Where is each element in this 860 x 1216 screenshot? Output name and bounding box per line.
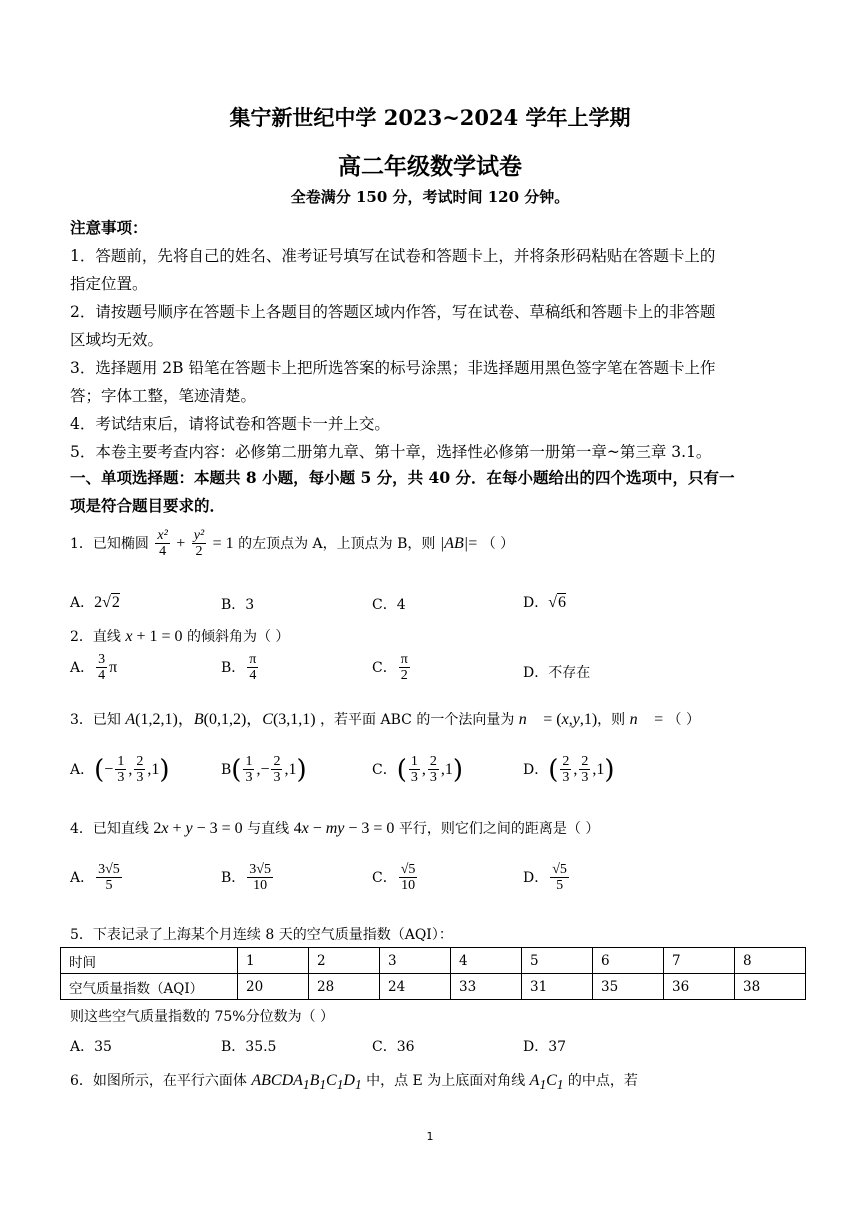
q2-suffix: 的倾斜角为（ ）	[186, 629, 290, 645]
q1-suffix: 的左顶点为 A，上顶点为 B，则	[238, 535, 436, 552]
table-cell: 5	[522, 948, 593, 974]
q3-option-d: D．( $\frac{2}{3}$ , $\frac{2}{3}$ ,1)	[523, 754, 615, 786]
q6-mid: 中，点 E 为上底面对角线	[366, 1073, 526, 1089]
q5-option-b: B．35.5	[221, 1039, 277, 1055]
q5-question: 则这些空气质量指数的 75%分位数为（ ）	[70, 1009, 335, 1025]
q2-prefix: 2．直线	[70, 629, 121, 645]
q4-option-d: D． $\frac{√5}{5}$	[523, 862, 567, 894]
table-cell: 38	[735, 974, 806, 1000]
table-cell: 31	[522, 974, 593, 1000]
q3-mid: ，若平面 ABC 的一个法向量为	[320, 712, 515, 728]
table-cell: 33	[451, 974, 522, 1000]
q6-suffix: 的中点，若	[567, 1073, 638, 1089]
q3-paren: （ ）	[667, 712, 700, 728]
q1-option-c: C．4	[372, 597, 406, 613]
table-cell: 2	[309, 948, 380, 974]
note-line: 1．答题前，先将自己的姓名、准考证号填写在试卷和答题卡上，并将条形码粘贴在答题卡上的	[70, 247, 716, 265]
table-cell: 24	[380, 974, 451, 1000]
q4-option-a: A． $\frac{3√5}{5}$	[70, 862, 120, 894]
table-cell: 36	[664, 974, 735, 1000]
question-2: 2．直线 x + 1 = 0 的倾斜角为（ ）	[70, 628, 290, 645]
table-cell: 6	[593, 948, 664, 974]
note-line: 区域均无效。	[70, 331, 164, 349]
aqi-table	[60, 947, 806, 1000]
q1-option-a: A．2√2	[70, 594, 120, 611]
q5-option-d: D．37	[523, 1039, 567, 1055]
note-line: 5．本卷主要考查内容：必修第二册第九章、第十章，选择性必修第一册第一章~第三章 3.1。	[70, 443, 712, 461]
q1-prefix: 1．已知椭圆	[70, 535, 149, 552]
q4-option-b: B． $\frac{3√5}{10}$	[221, 862, 271, 894]
table-cell: 4	[451, 948, 522, 974]
q4-suffix: 平行，则它们之间的距离是（ ）	[398, 821, 600, 837]
q1-paren: （ ）	[481, 535, 515, 552]
q3-option-b: B( $\frac{1}{3}$ ,− $\frac{2}{3}$ ,1)	[221, 754, 307, 786]
table-cell: 8	[735, 948, 806, 974]
table-cell: 20	[238, 974, 309, 1000]
note-line: 2．请按题号顺序在答题卡上各题目的答题区域内作答，写在试卷、草稿纸和答题卡上的非答题	[70, 303, 716, 321]
section-heading-cont: 项是符合题目要求的．	[70, 496, 226, 515]
q4-mid: 与直线	[247, 821, 290, 837]
q1-option-b: B．3	[221, 597, 255, 613]
note-line: 答；字体工整，笔迹清楚。	[70, 387, 257, 405]
notes-heading: 注意事项：	[70, 218, 148, 237]
q4-option-c: C． $\frac{√5}{10}$	[372, 862, 416, 894]
note-line: 3．选择题用 2B 铅笔在答题卡上把所选答案的标号涂黑；非选择题用黑色签字笔在答题卡上作	[70, 359, 716, 377]
note-line: 指定位置。	[70, 275, 148, 293]
q3-option-a: A．(− $\frac{1}{3}$ , $\frac{2}{3}$ ,1)	[70, 754, 170, 786]
table-cell: 空气质量指数（AQI）	[61, 974, 238, 1000]
q3-then: ，则	[597, 712, 626, 728]
q2-option-d: D．不存在	[523, 665, 591, 681]
table-cell: 35	[593, 974, 664, 1000]
question-3: 3．已知 A(1,2,1)，B(0,1,2)，C(3,1,1) ，若平面 ABC 的一个法向量为 n⃗ = (x,y,1)，则 n⃗ = （ ）	[70, 711, 700, 728]
q4-prefix: 4．已知直线	[70, 821, 149, 837]
page-number: 1	[426, 1130, 434, 1143]
table-cell: 3	[380, 948, 451, 974]
q5-option-c: C．36	[372, 1039, 415, 1055]
q5-option-a: A．35	[70, 1039, 112, 1055]
question-1: 1．已知椭圆 $\frac{\text{x²}}{4}$ + $\frac{\text{y²}}{2}$ = 1 的左顶点为 A，上顶点为 B，则 |AB|= （ ）	[70, 528, 515, 560]
ellipse-fraction-y: $\frac{\text{y²}}{2}$	[193, 528, 205, 560]
table-cell: 28	[309, 974, 380, 1000]
question-4: 4．已知直线 2x + y − 3 = 0 与直线 4x − my − 3 = 0 平行，则它们之间的距离是（ ）	[70, 820, 600, 837]
q1-option-d: D．√6	[523, 594, 567, 611]
table-cell: 1	[238, 948, 309, 974]
score-info: 全卷满分 150 分，考试时间 120 分钟。	[290, 188, 570, 206]
q3-option-c: C．( $\frac{1}{3}$ , $\frac{2}{3}$ ,1)	[372, 754, 464, 786]
table-row	[61, 948, 806, 974]
exam-title: 高二年级数学试卷	[338, 153, 522, 180]
q6-prefix: 6．如图所示，在平行六面体	[70, 1073, 247, 1089]
school-title: 集宁新世纪中学 2023~2024 学年上学期	[229, 105, 631, 130]
question-6: 6．如图所示，在平行六面体 $ABCDA_1B_1C_1D_1$ 中，点 E 为上底面对角线 $A_1C_1$ 的中点，若	[70, 1072, 638, 1093]
q2-option-c: C． $\frac{\pi}{2}$	[372, 652, 408, 684]
table-cell: 7	[664, 948, 735, 974]
q2-option-b: B． $\frac{\pi}{4}$	[221, 652, 257, 684]
section-heading: 一、单项选择题：本题共 8 小题，每小题 5 分，共 40 分．在每小题给出的四个选项中，只有一	[70, 468, 735, 487]
q2-option-a: A． $\frac{3}{4}$ π	[70, 652, 118, 684]
note-line: 4．考试结束后，请将试卷和答题卡一并上交。	[70, 415, 390, 433]
question-5: 5．下表记录了上海某个月连续 8 天的空气质量指数（AQI）：	[70, 927, 453, 943]
table-row	[61, 974, 806, 1000]
ellipse-fraction-x: $\frac{\text{x²}}{4}$	[157, 528, 168, 560]
table-cell: 时间	[61, 948, 238, 974]
q3-prefix: 3．已知	[70, 712, 121, 728]
